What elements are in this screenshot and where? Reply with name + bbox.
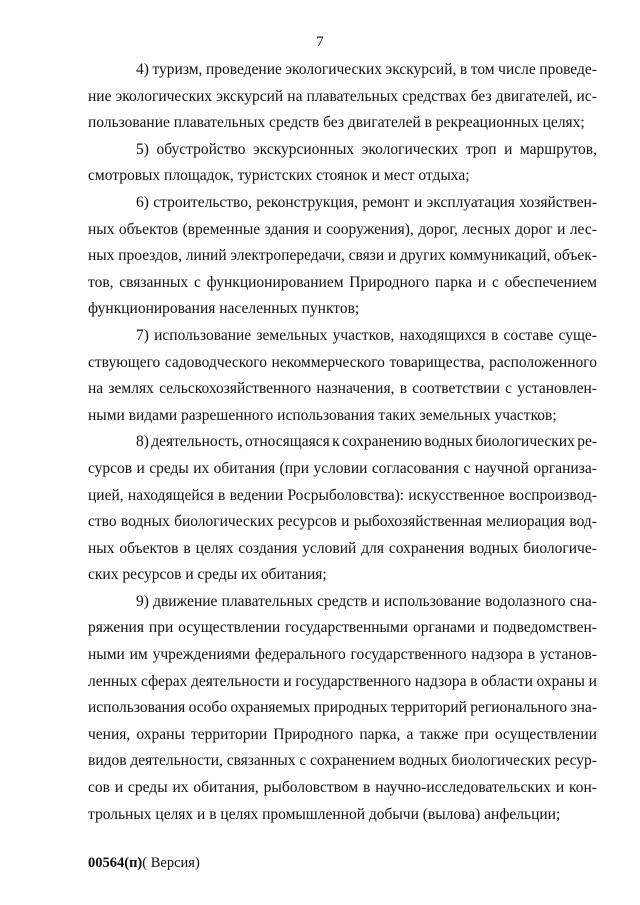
text-line: на землях сельскохозяйственного назначения, в соответствии с установлен- [88, 380, 597, 398]
paragraph [88, 190, 597, 323]
text-line: тов, связанных с функционированием Природного парка и с обеспечением [88, 273, 597, 291]
document-code: 00564(п) [88, 855, 143, 871]
text-line: ских ресурсов и среды их обитания; [88, 566, 327, 584]
text-line: трольных целях и в целях промышленной добычи (вылова) анфельции; [88, 805, 561, 823]
document-version: ( Версия) [142, 855, 200, 871]
text-line: 8) деятельность, относящаяся к сохранению водных биологических ре- [136, 433, 597, 451]
text-line: 7) использование земельных участков, находящихся в составе суще- [136, 326, 597, 344]
text-line: чения, охраны территории Природного парка, а также при осуществлении [88, 725, 597, 743]
text-line: ными видами разрешенного использования таких земельных участков; [88, 406, 557, 424]
text-line: функционирования населенных пунктов; [88, 300, 360, 318]
paragraph [88, 589, 597, 828]
text-line: сов и среды их обитания, рыболовством в научно-исследовательских и кон- [88, 779, 597, 797]
paragraph [88, 323, 597, 429]
text-line: цией, находящейся в ведении Росрыболовства): искусственное воспроизвод- [88, 486, 597, 504]
text-line: ние экологических экскурсий на плавательных средствах без двигателей, ис- [88, 87, 597, 105]
text-line: ных объектов (временные здания и сооружения), дорог, лесных дорог и лес- [88, 220, 597, 238]
text-line: ство водных биологических ресурсов и рыбохозяйственная мелиорация вод- [88, 513, 597, 531]
paragraph [88, 429, 597, 589]
text-line: ными им учреждениями федерального государственного надзора в установ- [88, 646, 597, 664]
document-body [88, 57, 597, 828]
paragraph [88, 137, 597, 190]
text-line: сурсов и среды их обитания (при условии согласования с научной организа- [88, 459, 597, 477]
text-line: видов деятельности, связанных с сохранением водных биологических ресур- [88, 752, 597, 770]
text-line: пользование плавательных средств без двигателей в рекреационных целях; [88, 114, 585, 132]
text-line: использования особо охраняемых природных территорий регионального зна- [88, 699, 597, 717]
document-footer [88, 854, 200, 872]
text-line: 5) обустройство экскурсионных экологических троп и маршрутов, [136, 140, 597, 158]
text-line: ленных сферах деятельности и государственного надзора в области охраны и [88, 672, 597, 690]
text-line: ных объектов в целях создания условий для сохранения водных биологиче- [88, 539, 597, 557]
page-number: 7 [316, 34, 324, 50]
text-line: ряжения при осуществлении государственными органами и подведомствен- [88, 619, 597, 637]
text-line: 4) туризм, проведение экологических экскурсий, в том числе проведе- [136, 61, 597, 78]
text-line: ных проездов, линий электропередачи, связи и других коммуникаций, объек- [88, 247, 597, 265]
text-line: 9) движение плавательных средств и использование водолазного сна- [136, 592, 597, 610]
text-line: смотровых площадок, туристских стоянок и мест отдыха; [88, 167, 470, 185]
paragraph [88, 57, 597, 137]
text-line: ствующего садоводческого некоммерческого товарищества, расположенного [88, 353, 597, 371]
text-line: 6) строительство, реконструкция, ремонт и эксплуатация хозяйствен- [136, 193, 597, 211]
